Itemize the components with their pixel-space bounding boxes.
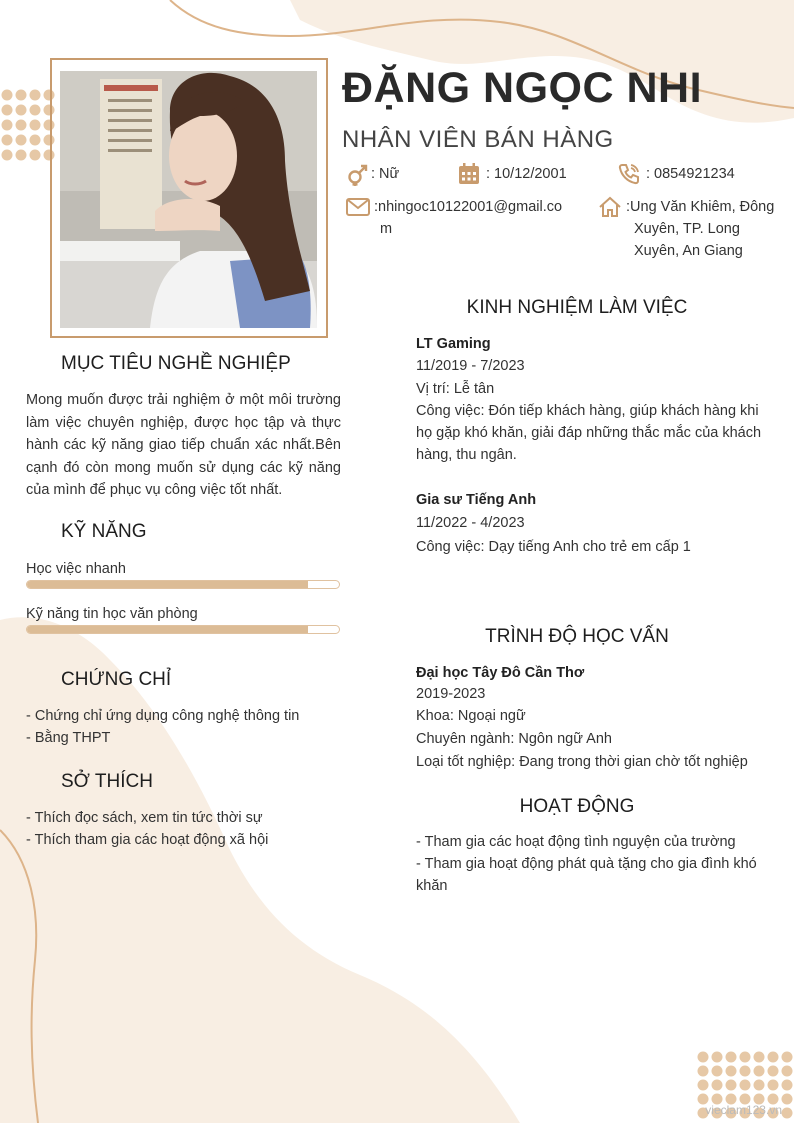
education-period: 2019-2023 — [416, 686, 486, 702]
email-line-2: m — [380, 221, 393, 237]
address-line-3: Xuyên, An Giang — [634, 243, 743, 259]
mail-icon — [346, 198, 370, 216]
job-company: Gia sư Tiếng Anh — [416, 492, 537, 508]
skill-label: Kỹ năng tin học văn phòng — [26, 606, 198, 622]
job-position: Vị trí: Lễ tân — [416, 381, 495, 397]
activities-title: HOẠT ĐỘNG — [519, 796, 635, 817]
activity-item: khăn — [416, 878, 448, 894]
birthdate-info — [458, 163, 598, 189]
experience-title: KINH NGHIỆM LÀM VIỆC — [466, 297, 688, 318]
watermark: vieclam123.vn — [705, 1103, 782, 1117]
birthdate-value: : 10/12/2001 — [486, 166, 567, 182]
job-description: hàng, thu ngân. — [416, 447, 517, 463]
objective-title: MỤC TIÊU NGHỀ NGHIỆP — [61, 353, 291, 374]
certificate-item: - Bằng THPT — [26, 730, 111, 746]
activity-item: - Tham gia hoạt động phát quà tặng cho gia đình khó — [416, 856, 757, 872]
phone-icon — [618, 163, 640, 185]
profile-photo — [60, 71, 317, 328]
phone-value: : 0854921234 — [646, 166, 735, 182]
skill-bar — [26, 625, 340, 634]
job-description: họ gặp khó khăn, giải đáp những thắc mắc của khách — [416, 425, 762, 441]
job-period: 11/2022 - 4/2023 — [416, 515, 525, 531]
hobby-item: - Thích đọc sách, xem tin tức thời sự — [26, 810, 263, 826]
gender-icon — [346, 163, 370, 187]
education-grade: Loại tốt nghiệp: Đang trong thời gian chờ tốt nghiệp — [416, 754, 748, 770]
job-period: 11/2019 - 7/2023 — [416, 358, 525, 374]
objective-text: Mong muốn được trải nghiệm ở một môi trường làm việc chuyên nghiệp, được học tập và thực hành các kỹ năng giao tiếp chuẩn xác nhất.Bên cạnh đó còn mong muốn sử dụng các kỹ năng của mình để phục vụ công việc tốt nhất. — [26, 392, 341, 498]
email-info — [346, 196, 586, 246]
job-description: Công việc: Dạy tiếng Anh cho trẻ em cấp 1 — [416, 539, 691, 555]
education-major: Chuyên ngành: Ngôn ngữ Anh — [416, 731, 612, 747]
education-title: TRÌNH ĐỘ HỌC VẤN — [485, 626, 669, 647]
candidate-name: ĐẶNG NGỌC NHI — [342, 64, 703, 112]
skills-title: KỸ NĂNG — [61, 521, 147, 542]
hobby-item: - Thích tham gia các hoạt động xã hội — [26, 832, 269, 848]
skill-bar-fill — [27, 581, 308, 588]
skill-bar — [26, 580, 340, 589]
job-company: LT Gaming — [416, 336, 491, 352]
job-title: NHÂN VIÊN BÁN HÀNG — [342, 126, 614, 153]
skill-bar-fill — [27, 626, 308, 633]
address-line-1: :Ung Văn Khiêm, Đông — [626, 199, 775, 215]
gender-info — [346, 163, 456, 189]
hobbies-title: SỞ THÍCH — [61, 771, 153, 792]
skill-label: Học việc nhanh — [26, 561, 126, 577]
education-faculty: Khoa: Ngoại ngữ — [416, 708, 526, 724]
address-info — [598, 196, 788, 268]
calendar-icon — [458, 163, 480, 185]
phone-info — [618, 163, 778, 189]
email-line-1: :nhingoc10122001@gmail.co — [374, 199, 563, 215]
certificates-title: CHỨNG CHỈ — [61, 669, 172, 690]
address-line-2: Xuyên, TP. Long — [634, 221, 740, 237]
job-description: Công việc: Đón tiếp khách hàng, giúp khách hàng khi — [416, 403, 759, 419]
home-icon — [598, 196, 622, 218]
activity-item: - Tham gia các hoạt động tình nguyện của trường — [416, 834, 736, 850]
gender-value: : Nữ — [371, 166, 400, 182]
certificate-item: - Chứng chỉ ứng dụng công nghệ thông tin — [26, 708, 300, 724]
education-school: Đại học Tây Đô Cần Thơ — [416, 665, 585, 681]
